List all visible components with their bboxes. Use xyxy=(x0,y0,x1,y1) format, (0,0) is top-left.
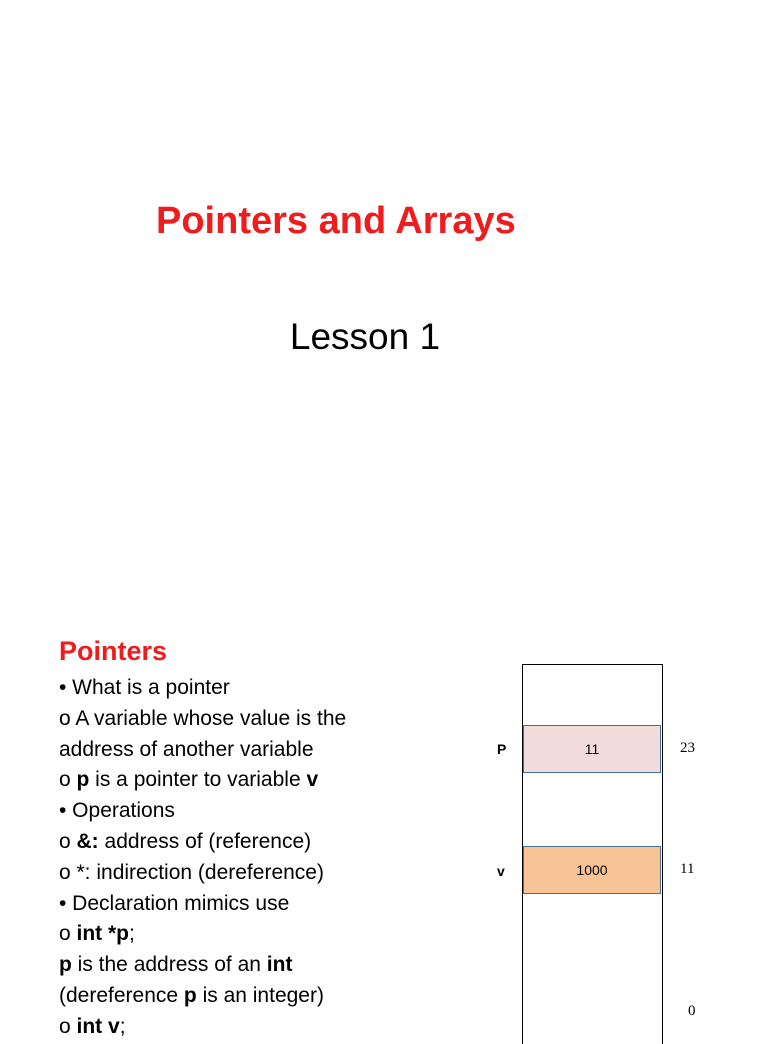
bullet-bold-text: p xyxy=(59,953,72,977)
bullet-line xyxy=(59,919,399,950)
bullet-bold-text: p xyxy=(183,983,197,1007)
bullet-line xyxy=(59,765,399,796)
bullet-line xyxy=(59,858,399,889)
bullet-line xyxy=(59,889,399,920)
bullet-line xyxy=(59,981,399,1012)
variable-label: v xyxy=(497,863,505,879)
bullet-bold-text: int v xyxy=(76,1014,120,1038)
bullet-text: is a pointer to variable xyxy=(89,768,307,792)
variable-address: 11 xyxy=(680,861,695,877)
bullet-line xyxy=(59,673,399,704)
bullet-text: address of another variable xyxy=(59,737,314,761)
bullet-line xyxy=(59,796,399,827)
bullet-text: ; xyxy=(129,922,135,946)
bullet-text: o xyxy=(59,829,77,853)
pointer-address: 23 xyxy=(680,740,695,756)
bullet-bold-text: int xyxy=(266,953,293,977)
bullet-text: o xyxy=(59,922,77,946)
bullet-text: (dereference xyxy=(59,983,184,1007)
bullet-line xyxy=(59,950,399,981)
bullet-line xyxy=(59,1012,399,1043)
bullet-list xyxy=(59,673,399,1043)
bullet-text: o *: indirection (dereference) xyxy=(59,860,324,884)
slide-title: Pointers and Arrays xyxy=(156,200,516,242)
section-heading: Pointers xyxy=(59,636,168,666)
bottom-address: 0 xyxy=(688,1003,696,1019)
bullet-text: address of (reference) xyxy=(98,829,312,853)
bullet-text: is an integer) xyxy=(196,983,324,1007)
bullet-bold-text: &: xyxy=(76,829,99,853)
bullet-line xyxy=(59,704,399,735)
bullet-text: o xyxy=(59,1014,77,1038)
bullet-bold-text: v xyxy=(306,768,319,792)
bullet-text: • What is a pointer xyxy=(59,676,230,699)
bullet-text: ; xyxy=(119,1014,126,1038)
bullet-text: • Declaration mimics use xyxy=(59,891,290,915)
slide-subtitle: Lesson 1 xyxy=(289,316,441,357)
bullet-line xyxy=(59,827,399,858)
bullet-bold-text: int *p xyxy=(76,922,130,946)
bullet-bold-text: p xyxy=(76,768,90,792)
variable-cell: 1000 xyxy=(523,846,661,894)
pointer-cell: 11 xyxy=(523,725,661,773)
bullet-line xyxy=(59,735,399,766)
pointer-label: P xyxy=(497,741,507,757)
bullet-text: is the address of an xyxy=(71,953,267,977)
bullet-text: o A variable whose value is the xyxy=(59,706,347,730)
bullet-text: o xyxy=(59,768,77,792)
bullet-text: • Operations xyxy=(59,799,175,823)
